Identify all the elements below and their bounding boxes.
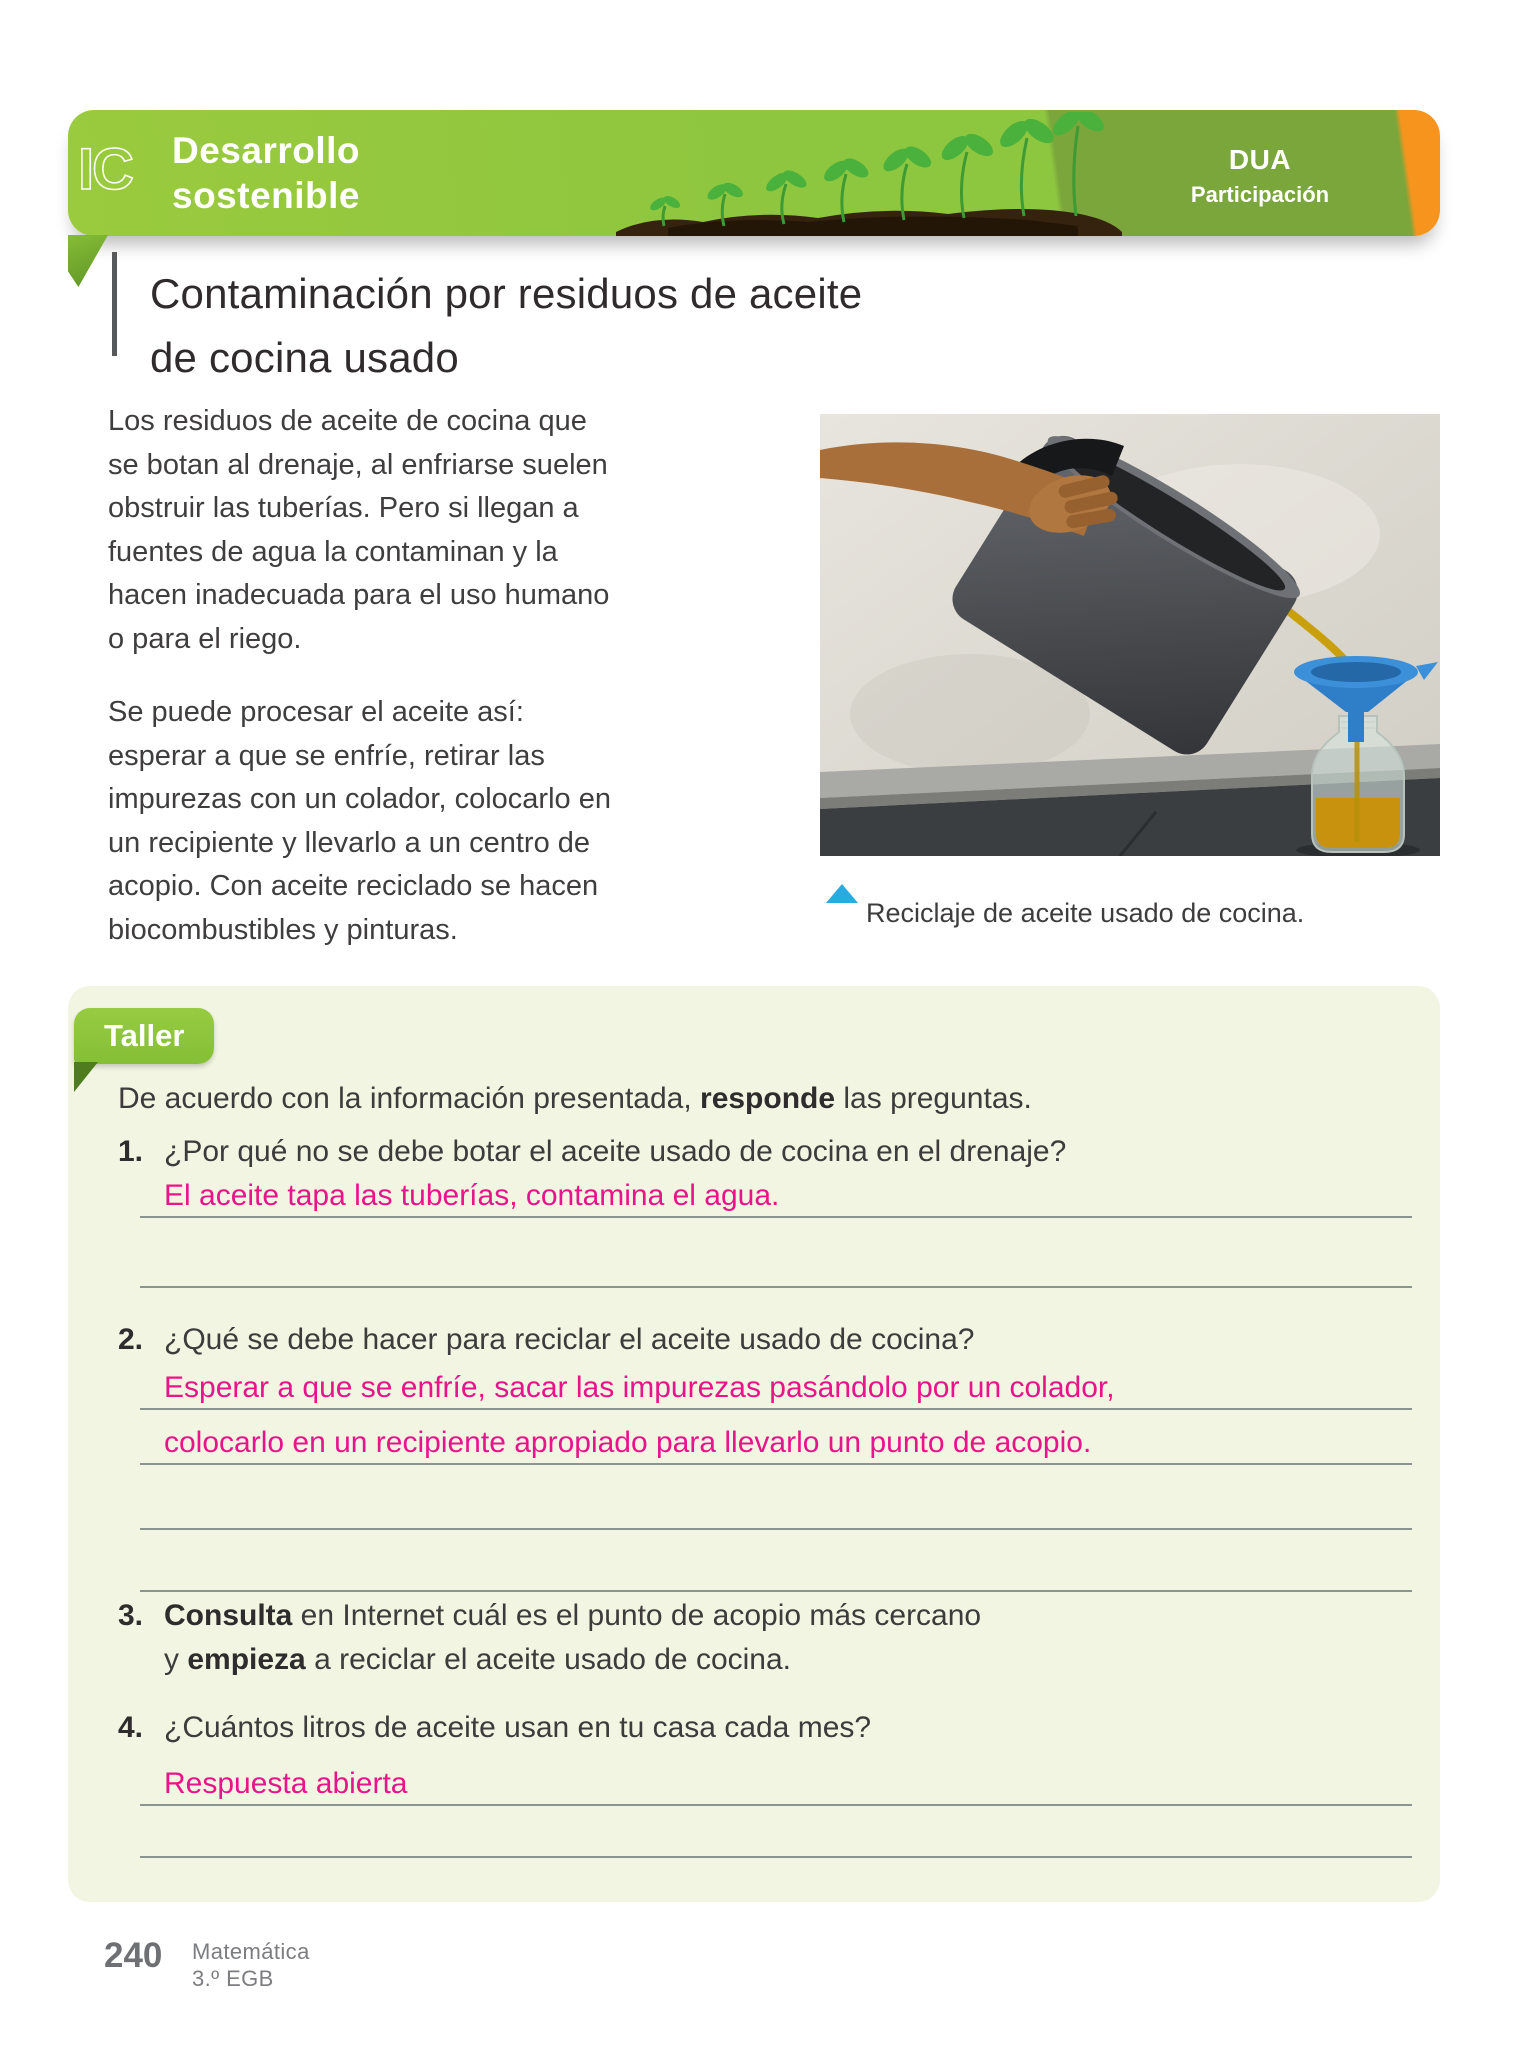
workshop-badge bbox=[74, 1008, 214, 1064]
question-3-text2a: y bbox=[164, 1643, 188, 1676]
answer-q2-line1: Esperar a que se enfríe, sacar las impurezas pasándolo por un colador, bbox=[164, 1371, 1115, 1404]
footer-grade: 3.º EGB bbox=[192, 1966, 274, 1991]
page-title-line1: Contaminación por residuos de aceite bbox=[150, 270, 863, 317]
question-4 bbox=[118, 1706, 1434, 1750]
answer-line-q4-1[interactable] bbox=[140, 1754, 1412, 1806]
banner-fold-ribbon bbox=[68, 235, 108, 287]
answer-q2-line2: colocarlo en un recipiente apropiado para llevarlo un punto de acopio. bbox=[164, 1426, 1092, 1459]
page-number: 240 bbox=[104, 1936, 163, 1975]
ic-logo: IC bbox=[78, 137, 132, 202]
question-1-number: 1. bbox=[118, 1135, 144, 1168]
header-banner bbox=[68, 110, 1440, 236]
question-3-number: 3. bbox=[118, 1599, 144, 1632]
dua-label: DUA bbox=[1228, 144, 1292, 175]
question-3-bold-consulta: Consulta bbox=[164, 1599, 293, 1632]
footer-meta bbox=[192, 1938, 310, 1992]
dua-sublabel: Participación bbox=[1190, 182, 1330, 207]
workshop-badge-label: Taller bbox=[104, 1018, 185, 1053]
intro-bold-word: responde bbox=[700, 1082, 836, 1115]
answer-line-q2-2[interactable] bbox=[140, 1413, 1412, 1465]
question-3-text1: en Internet cuál es el punto de acopio más cercano bbox=[292, 1599, 982, 1632]
answer-q1: El aceite tapa las tuberías, contamina el agua. bbox=[164, 1179, 780, 1212]
title-accent-bar bbox=[112, 252, 117, 356]
caption-marker-icon bbox=[826, 884, 858, 903]
question-4-text: ¿Cuántos litros de aceite usan en tu casa cada mes? bbox=[164, 1711, 872, 1744]
page-title bbox=[150, 262, 862, 390]
dua-tag bbox=[1140, 144, 1380, 208]
photo-caption: Reciclaje de aceite usado de cocina. bbox=[866, 898, 1305, 928]
answer-q4: Respuesta abierta bbox=[164, 1767, 408, 1800]
photo-oil-recycling bbox=[820, 414, 1440, 856]
answer-line-q2-1[interactable] bbox=[140, 1358, 1412, 1410]
workshop-intro bbox=[118, 1082, 1398, 1116]
paragraph-2: Se puede procesar el aceite así: esperar a que se enfríe, retirar las impurezas con un colador, colocarlo en un recipiente y llevarlo a un centro de acopio. Con aceite reciclado se hacen biocombustibles y pinturas. bbox=[108, 696, 611, 946]
paragraph-1: Los residuos de aceite de cocina que se botan al drenaje, al enfriarse suelen obstruir las tuberías. Pero si llegan a fuentes de agua la contaminan y la hacen inadecuada para el uso humano o para el riego. bbox=[108, 405, 610, 655]
section-title-line1: Desarrollo bbox=[172, 130, 361, 171]
article-body bbox=[108, 400, 622, 982]
question-3-bold-empieza: empieza bbox=[187, 1643, 306, 1676]
answer-line-q1-2[interactable] bbox=[140, 1276, 1412, 1288]
answer-line-q1-1[interactable] bbox=[140, 1166, 1412, 1218]
section-title bbox=[172, 128, 360, 218]
answer-line-q2-3[interactable] bbox=[140, 1518, 1412, 1530]
question-3-text bbox=[164, 1599, 981, 1676]
question-2-number: 2. bbox=[118, 1323, 144, 1356]
footer-subject: Matemática bbox=[192, 1939, 310, 1964]
answer-line-q4-2[interactable] bbox=[140, 1846, 1412, 1858]
section-title-line2: sostenible bbox=[172, 175, 360, 216]
intro-text-end: las preguntas. bbox=[835, 1082, 1032, 1115]
question-3 bbox=[118, 1594, 1434, 1682]
question-2-text: ¿Qué se debe hacer para reciclar el aceite usado de cocina? bbox=[164, 1323, 975, 1356]
question-3-text2b: a reciclar el aceite usado de cocina. bbox=[305, 1643, 792, 1676]
question-1-text: ¿Por qué no se debe botar el aceite usado de cocina en el drenaje? bbox=[164, 1135, 1067, 1168]
seedlings-illustration bbox=[608, 112, 1128, 236]
page-title-line2: de cocina usado bbox=[150, 334, 459, 381]
intro-text: De acuerdo con la información presentada, bbox=[118, 1082, 701, 1115]
question-4-number: 4. bbox=[118, 1711, 144, 1744]
question-2 bbox=[118, 1318, 1434, 1362]
answer-line-q2-4[interactable] bbox=[140, 1580, 1412, 1592]
